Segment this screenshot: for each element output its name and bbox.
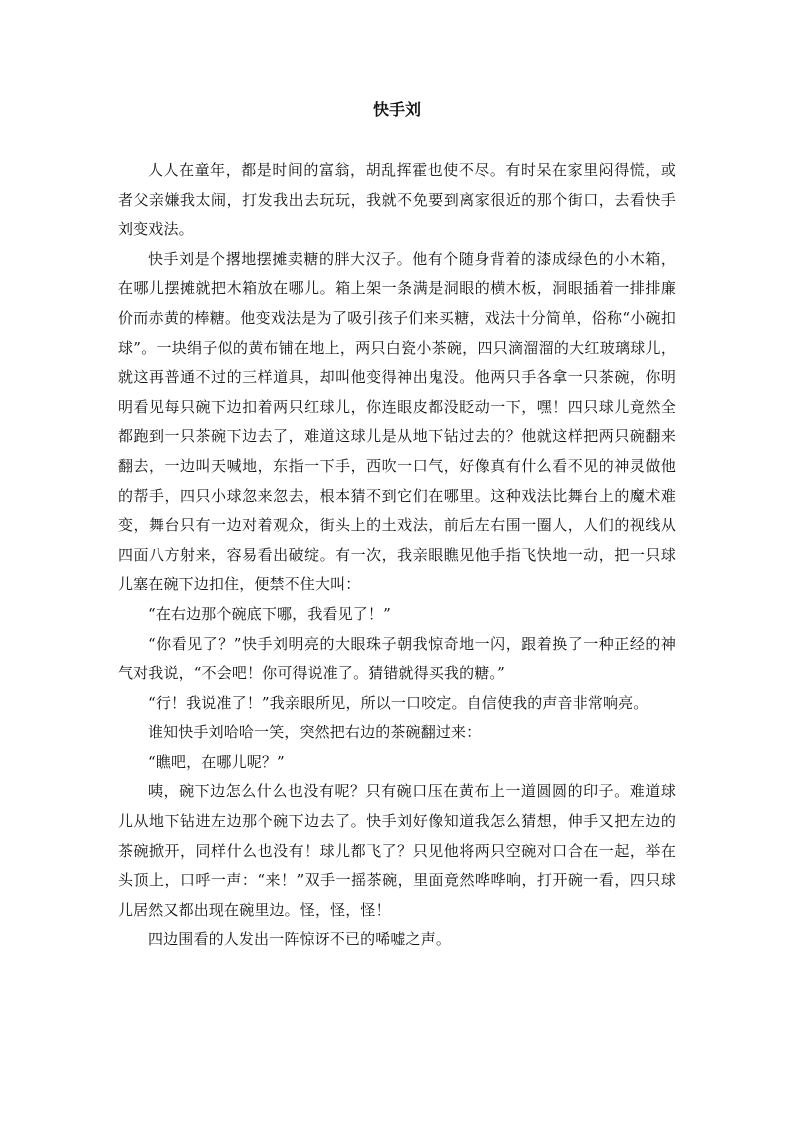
paragraph-6: 谁知快手刘哈哈一笑，突然把右边的茶碗翻过来：: [148, 723, 482, 742]
paragraph-9: 四边围看的人发出一阵惊讶不已的唏嘘之声。: [148, 930, 452, 949]
paragraph-3: “在右边那个碗底下哪，我看见了！”: [148, 604, 391, 623]
paragraph-4: “你看见了？”快手刘明亮的大眼珠子朝我惊奇地一闪，跟着换了一种正经的神气对我说，“不会吧！你可得说准了。猜错就得买我的糖。”: [118, 634, 676, 683]
paragraph-2: 快手刘是个撂地摆摊卖糖的胖大汉子。他有个随身背着的漆成绿色的小木箱，在哪儿摆摊就把木箱放在哪儿。箱上架一条满是洞眼的横木板，洞眼插着一排排廉价而赤黄的棒糖。他变戏法是为了吸引孩子们来买糖，戏法十分简单，俗称“小碗扣球”。一块绢子似的黄布铺在地上，两只白瓷小茶碗，四只滴溜溜的大红玻璃球儿，就这再普通不过的三样道具，却叫他变得神出鬼没。他两只手各拿一只茶碗，你明明看见每只碗下边扣着两只红球儿，你连眼皮都没眨动一下，嘿！四只球儿竟然全都跑到一只茶碗下边去了，难道这球儿是从地下钻过去的？他就这样把两只碗翻来翻去，一边叫天喊地，东指一下手，西吹一口气，好像真有什么看不见的神灵做他的帮手，四只小球忽来忽去，根本猜不到它们在哪里。这种戏法比舞台上的魔术难变，舞台只有一边对着观众，街头上的土戏法，前后左右围一圈人，人们的视线从四面八方射来，容易看出破绽。有一次，我亲眼瞧见他手指飞快地一动，把一只球儿塞在碗下边扣住，便禁不住大叫：: [118, 249, 676, 594]
paragraph-7: “瞧吧，在哪儿呢？”: [148, 752, 285, 771]
document-title: 快手刘: [372, 100, 421, 119]
document-body: [118, 156, 676, 955]
paragraph-1: 人人在童年，都是时间的富翁，胡乱挥霍也使不尽。有时呆在家里闷得慌，或者父亲嫌我太闹，打发我出去玩玩，我就不免要到离家很近的那个街口，去看快手刘变戏法。: [118, 161, 676, 239]
paragraph-8: 咦，碗下边怎么什么也没有呢？只有碗口压在黄布上一道圆圆的印子。难道球儿从地下钻进左边那个碗下边去了。快手刘好像知道我怎么猜想，伸手又把左边的茶碗掀开，同样什么也没有！球儿都飞了？只见他将两只空碗对口合在一起，举在头顶上，口呼一声：“来！”双手一摇茶碗，里面竟然哗哗响，打开碗一看，四只球儿居然又都出现在碗里边。怪，怪，怪！: [118, 782, 676, 919]
paragraph-5: “行！我说准了！”我亲眼所见，所以一口咬定。自信使我的声音非常响亮。: [148, 693, 649, 712]
